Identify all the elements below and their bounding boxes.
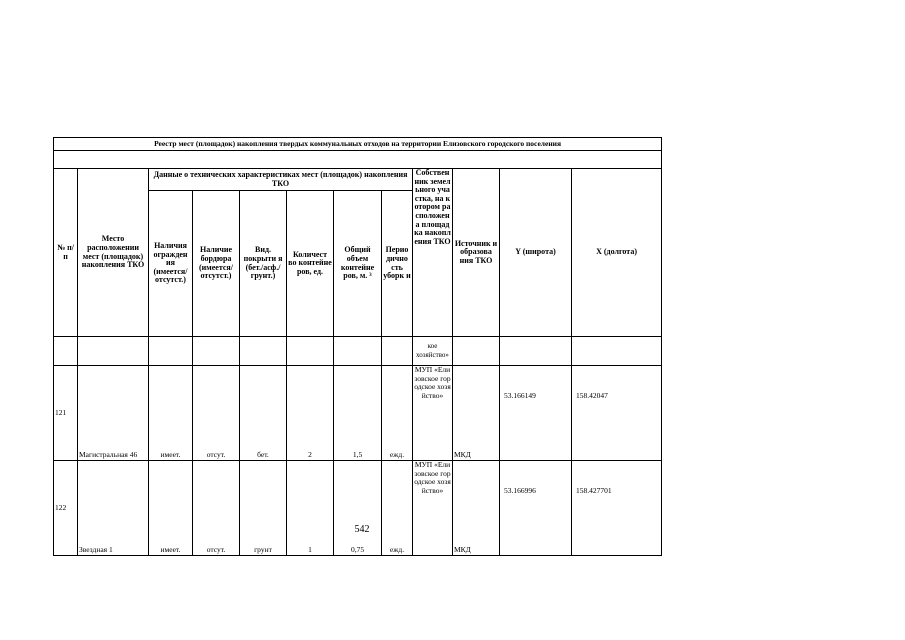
- row-source: МКД: [453, 461, 500, 556]
- row-num: 122: [54, 461, 78, 556]
- row-volume: 0,75: [334, 461, 382, 556]
- row-count: 1: [287, 461, 334, 556]
- header-volume: Общий объем контейне ров, м. ³: [334, 191, 382, 337]
- header-source: Источник и образова ния ТКО: [453, 169, 500, 337]
- table-title: Реестр мест (площадок) накопления твердых коммунальных отходов на территории Елизовского городского поселения: [54, 138, 662, 151]
- registry-table: [53, 137, 662, 556]
- header-border: Наличие бордюра (имеется/ отсутст.): [193, 191, 240, 337]
- header-place: Место расположении мест (площадок) накопления ТКО: [78, 169, 149, 337]
- header-count: Количест во контейне ров, ед.: [287, 191, 334, 337]
- row-frequency: ежд.: [382, 366, 413, 461]
- row-address: Звездная 1: [78, 461, 149, 556]
- row-count: 2: [287, 366, 334, 461]
- continuation-owner: кое хозяйство»: [413, 337, 453, 366]
- header-owner: Собственник земельного участка, на котором расположена площадка накопления ТКО: [413, 169, 453, 337]
- table-row: [54, 366, 662, 461]
- header-fence: Наличия огражден ия (имеется/ отсутст.): [149, 191, 193, 337]
- header-num: № п/п: [54, 169, 78, 337]
- row-volume: 1,5: [334, 366, 382, 461]
- row-border: отсут.: [193, 461, 240, 556]
- header-lon: X (долгота): [572, 169, 662, 337]
- row-fence: имеет.: [149, 366, 193, 461]
- header-frequency: Перио дично сть уборк и: [382, 191, 413, 337]
- continuation-row: [54, 337, 662, 366]
- page-number: 542: [354, 524, 370, 535]
- row-surface: грунт: [240, 461, 287, 556]
- row-lat: 53.166149: [500, 366, 572, 461]
- header-surface: Вид. покрыти я (бет./асф./ грунт.): [240, 191, 287, 337]
- row-surface: бет.: [240, 366, 287, 461]
- row-owner: МУП «Елизовское городское хозяйство»: [413, 461, 453, 556]
- row-fence: имеет.: [149, 461, 193, 556]
- row-num: 121: [54, 366, 78, 461]
- row-address: Магистральная 46: [78, 366, 149, 461]
- row-frequency: ежд.: [382, 461, 413, 556]
- row-owner: МУП «Елизовское городское хозяйство»: [413, 366, 453, 461]
- row-lon: 158.427701: [572, 461, 662, 556]
- row-border: отсут.: [193, 366, 240, 461]
- row-lat: 53.166996: [500, 461, 572, 556]
- blank-row: [54, 151, 662, 169]
- row-lon: 158.42047: [572, 366, 662, 461]
- table-row: [54, 461, 662, 556]
- header-tech-group: Данные о технических характеристиках мест (площадок) накопления ТКО: [149, 169, 413, 191]
- row-source: МКД: [453, 366, 500, 461]
- header-lat: Y (широта): [500, 169, 572, 337]
